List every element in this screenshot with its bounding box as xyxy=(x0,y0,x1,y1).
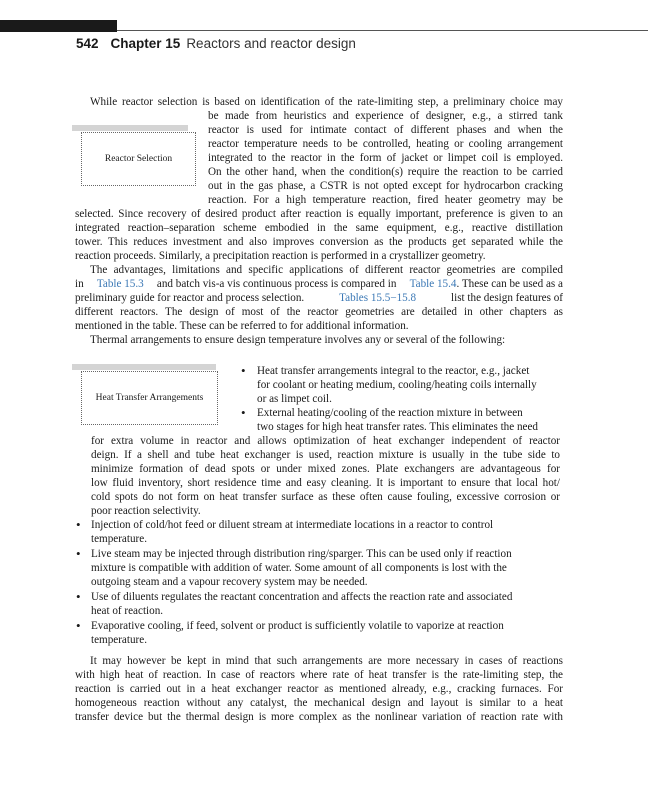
text-line: mentioned in the table. These can be referred to for additional information. xyxy=(75,320,409,332)
text-line: Live steam may be injected through distribution ring/sparger. This can be used only if reaction xyxy=(91,548,512,560)
text-line: reactor temperature needs to be controlled, heating or cooling arrangement xyxy=(208,138,563,150)
text-line: homogeneous reaction without any catalyst, the mechanical design and layout is similar to a heat xyxy=(75,697,563,709)
text-line: Evaporative cooling, if feed, solvent or product is sufficiently volatile to vaporize at reaction xyxy=(91,620,504,632)
sidebar-heat-transfer: Heat Transfer Arrangements xyxy=(81,371,218,425)
text-line: temperature. xyxy=(91,634,147,646)
text-line: or as limpet coil. xyxy=(257,393,332,405)
text-line: Injection of cold/hot feed or diluent stream at intermediate locations in a reactor to control xyxy=(91,519,494,531)
table-15-4-link[interactable]: Table 15.4 xyxy=(409,278,457,290)
text-line: heat of reaction. xyxy=(91,605,164,617)
text-line: integrated reaction–separation scheme embodied in the same equipment, e.g., reactive distillation xyxy=(75,222,563,234)
bullet: • xyxy=(76,546,81,561)
text-line: preliminary guide for reactor and process selection. Tables 15.5−15.8 list the design features of xyxy=(75,292,563,304)
chapter-title: Reactors and reactor design xyxy=(186,36,356,51)
sidebar-shadow xyxy=(72,125,188,131)
text-line: low fluid inventory, short residence time and easy cleaning. It is important to ensure that local hot/ xyxy=(91,477,560,489)
text-line: transfer device but the thermal design is more complex as the nonlinear variation of reaction rate with xyxy=(75,711,563,723)
text-line: Thermal arrangements to ensure design temperature involves any or several of the following: xyxy=(90,334,506,346)
text-line: mixture is compatible with addition of water. Some amount of all components is lost with the xyxy=(91,562,507,574)
text-line: External heating/cooling of the reaction mixture in between xyxy=(257,407,523,419)
text-line: with high heat of reaction. In case of reactors where rate of heat transfer is the rate-limiting step, the xyxy=(75,669,563,681)
bullet: • xyxy=(76,589,81,604)
header-rule xyxy=(117,30,648,31)
text-line: Use of diluents regulates the reactant concentration and affects the reaction rate and associated xyxy=(91,591,513,603)
page-number: 542 xyxy=(76,36,99,51)
text-line: for coolant or heating medium, cooling/heating coils internally xyxy=(257,379,537,391)
text-line: two stages for high heat transfer rates. This eliminates the need xyxy=(257,421,539,433)
text-line: The advantages, limitations and specific applications of different reactor geometries are compiled xyxy=(90,264,563,276)
text-line: reaction proceeds. Similarly, a precipitation reaction is performed in a crystallizer geometry. xyxy=(75,250,486,262)
text-line: It may however be kept in mind that such arrangements are more necessary in cases of reactions xyxy=(90,655,563,667)
text-line: deign. If a shell and tube heat exchanger is used, reaction mixture is usually in the tube side to xyxy=(91,449,560,461)
text-line: reaction. For a high temperature reaction, fired heater geometry may be xyxy=(208,194,563,206)
bullet: • xyxy=(241,363,246,378)
text-line: different reactors. The design of most of the reactor geometries are detailed in other chapters as xyxy=(75,306,563,318)
tables-15-5-15-8-link[interactable]: Tables 15.5−15.8 xyxy=(339,292,417,304)
text-line: outgoing steam and a vapour recovery system may be needed. xyxy=(91,576,368,588)
text-line: integrated to the reactor in the form of jacket or limpet coil is employed. xyxy=(208,152,563,164)
text-line: Heat transfer arrangements integral to the reactor, e.g., jacket xyxy=(257,365,530,377)
text-line: in Table 15.3 and batch vis-a vis continuous process is compared in Table 15.4. These can be used as a xyxy=(75,278,563,290)
text-line: On the other hand, when the condition(s) require the reaction to be carried xyxy=(208,166,563,178)
text-line: minimize formation of dead spots or under mixed zones. Plate exchangers are advantageous for xyxy=(91,463,560,475)
chapter-label: Chapter 15 xyxy=(110,36,181,51)
running-header xyxy=(76,36,356,51)
table-15-3-link[interactable]: Table 15.3 xyxy=(96,278,144,290)
bullet: • xyxy=(241,405,246,420)
text-line: tower. This reduces investment and also improves conversion as the products get separated while the xyxy=(75,236,563,248)
text-line: out in the gas phase, a CSTR is not opted except for hydrocarbon cracking xyxy=(208,180,563,192)
text-line: While reactor selection is based on identification of the rate-limiting step, a preliminary choice may xyxy=(90,96,563,108)
text-line: reaction is carried out in a heat exchanger reactor as mentioned already, e.g., cracking furnaces. For xyxy=(75,683,563,695)
sidebar-reactor-selection: Reactor Selection xyxy=(81,132,196,186)
text-line: for extra volume in reactor and allows optimization of heat exchanger independent of reactor xyxy=(91,435,560,447)
bullet: • xyxy=(76,618,81,633)
header-bar xyxy=(0,20,117,32)
text-line: be made from heuristics and experience of designer, e.g., a stirred tank xyxy=(208,110,563,122)
sidebar-shadow xyxy=(72,364,216,370)
bullet: • xyxy=(76,517,81,532)
text-line: poor reaction selectivity. xyxy=(91,505,201,517)
text-line: selected. Since recovery of desired product after reaction is equally important, preference is given to an xyxy=(75,208,563,220)
text-line: cold spots do not form on heat transfer surface as these often cause fouling, excessive corrosion or xyxy=(91,491,560,503)
text-line: temperature. xyxy=(91,533,147,545)
text-line: reactor is used for intimate contact of different phases and when the xyxy=(208,124,563,136)
